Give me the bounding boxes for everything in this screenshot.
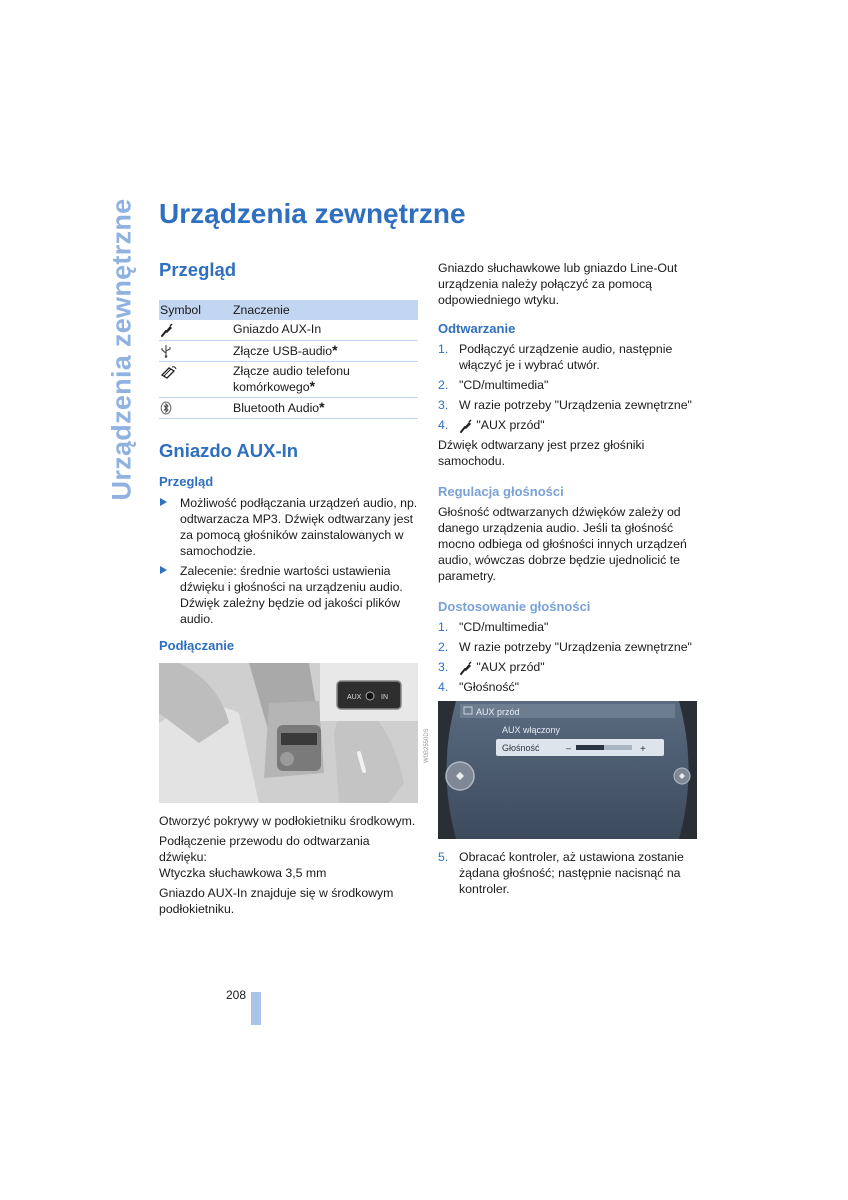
playback-heading: Odtwarzanie <box>438 321 516 336</box>
list-item: 4. "AUX przód" <box>438 418 545 432</box>
playback-after: Dźwięk odtwarzany jest przez głośniki samochodu. <box>438 438 645 468</box>
side-tab <box>104 198 140 500</box>
idrive-screen <box>438 701 697 839</box>
volume-control-heading: Regulacja głośności <box>438 484 564 499</box>
table-row <box>159 341 418 362</box>
volume-adjust-heading: Dostosowanie głośności <box>438 599 591 614</box>
list-item: 1. "CD/multimedia" <box>438 620 549 634</box>
list-item: 3. "AUX przód" <box>438 660 545 674</box>
aux-overview-heading: Przegląd <box>159 474 214 489</box>
usb-icon <box>160 344 172 358</box>
list-item: Możliwość podłączania urządzeń audio, np. odtwarzacza MP3. Dźwięk odtwarzany jest za pomocą głośników zainstalowanych w samochodzie. <box>159 495 419 559</box>
list-item: 3. W razie potrzeby "Urządzenia zewnętrzne" <box>438 398 692 412</box>
photo-code: W0B2550DS <box>424 728 430 763</box>
meaning-cell: Bluetooth Audio* <box>232 398 418 419</box>
volume-level-fill <box>576 745 604 750</box>
symbol-table <box>159 300 418 419</box>
screen-title: AUX przód <box>476 707 520 717</box>
aux-paragraph: Podłączenie przewodu do odtwarzania dźwięku: <box>159 834 370 864</box>
aux-plug-icon <box>459 419 473 433</box>
page-title: Urządzenia zewnętrzne <box>159 198 466 229</box>
right-column <box>438 260 698 901</box>
volume-steps <box>438 619 698 695</box>
list-item: 2. W razie potrzeby "Urządzenia zewnętrzne" <box>438 640 692 654</box>
armrest-photo <box>159 663 430 803</box>
page-marker-bar <box>251 992 261 1025</box>
screen-plus: + <box>640 744 646 755</box>
aux-heading: Gniazdo AUX-In <box>159 440 299 461</box>
aux-plug-icon <box>160 323 174 337</box>
volume-step-5 <box>438 849 698 897</box>
symbol-cell <box>159 362 232 398</box>
list-item: 5. Obracać kontroler, aż ustawiona zostanie żądana głośność; następnie nacisnąć na kontroler. <box>438 850 684 896</box>
screen-minus: – <box>566 743 572 753</box>
aux-paragraph: Wtyczka słuchawkowa 3,5 mm <box>159 866 327 880</box>
aux-bullets <box>159 495 419 627</box>
screen-slider-label: Głośność <box>502 743 540 753</box>
left-column <box>159 258 430 917</box>
bluetooth-icon <box>160 401 172 415</box>
photo-badge-aux: AUX <box>347 694 362 701</box>
symbol-cell <box>159 320 232 341</box>
list-item: 1. Podłączyć urządzenie audio, następnie włączyć je i wybrać utwór. <box>438 342 673 372</box>
aux-paragraph: Otworzyć pokrywy w podłokietniku środkowym. <box>159 814 416 828</box>
aux-plug-icon <box>459 661 473 675</box>
table-row <box>159 362 418 398</box>
list-item: Zalecenie: średnie wartości ustawienia dźwięku i głośności na urządzeniu audio. Dźwięk zależny będzie od jakości plików audio. <box>159 563 419 627</box>
photo-badge-in: IN <box>381 694 388 701</box>
connect-heading: Podłączanie <box>159 638 235 653</box>
right-intro: Gniazdo słuchawkowe lub gniazdo Line-Out urządzenia należy połączyć za pomocą odpowiedniego wtyku. <box>438 261 678 307</box>
list-item: 4. "Głośność" <box>438 680 519 694</box>
table-header-symbol: Symbol <box>159 300 232 320</box>
list-item: 2. "CD/multimedia" <box>438 378 549 392</box>
aux-paragraph: Gniazdo AUX-In znajduje się w środkowym podłokietniku. <box>159 886 394 916</box>
meaning-cell: Złącze USB-audio* <box>232 341 418 362</box>
page-number: 208 <box>226 988 247 1002</box>
volume-control-text: Głośność odtwarzanych dźwięków zależy od danego urządzenia audio. Jeśli ta głośność mocno odbiega od głośności innych urządzeń audio, wówczas dobrze będzie ujednolicić te parametry. <box>438 505 687 583</box>
screen-item: AUX włączony <box>502 725 561 735</box>
table-row <box>159 320 418 341</box>
playback-steps <box>438 341 698 433</box>
table-header-meaning: Znaczenie <box>232 300 418 320</box>
symbol-cell <box>159 341 232 362</box>
phone-audio-icon <box>160 365 178 379</box>
table-row <box>159 398 418 419</box>
table-header-row <box>159 300 418 320</box>
side-tab-label: Urządzenia zewnętrzne <box>106 198 137 500</box>
symbol-cell <box>159 398 232 419</box>
overview-heading: Przegląd <box>159 259 237 280</box>
meaning-cell: Złącze audio telefonu komórkowego* <box>232 362 418 398</box>
meaning-cell: Gniazdo AUX-In <box>232 320 418 341</box>
